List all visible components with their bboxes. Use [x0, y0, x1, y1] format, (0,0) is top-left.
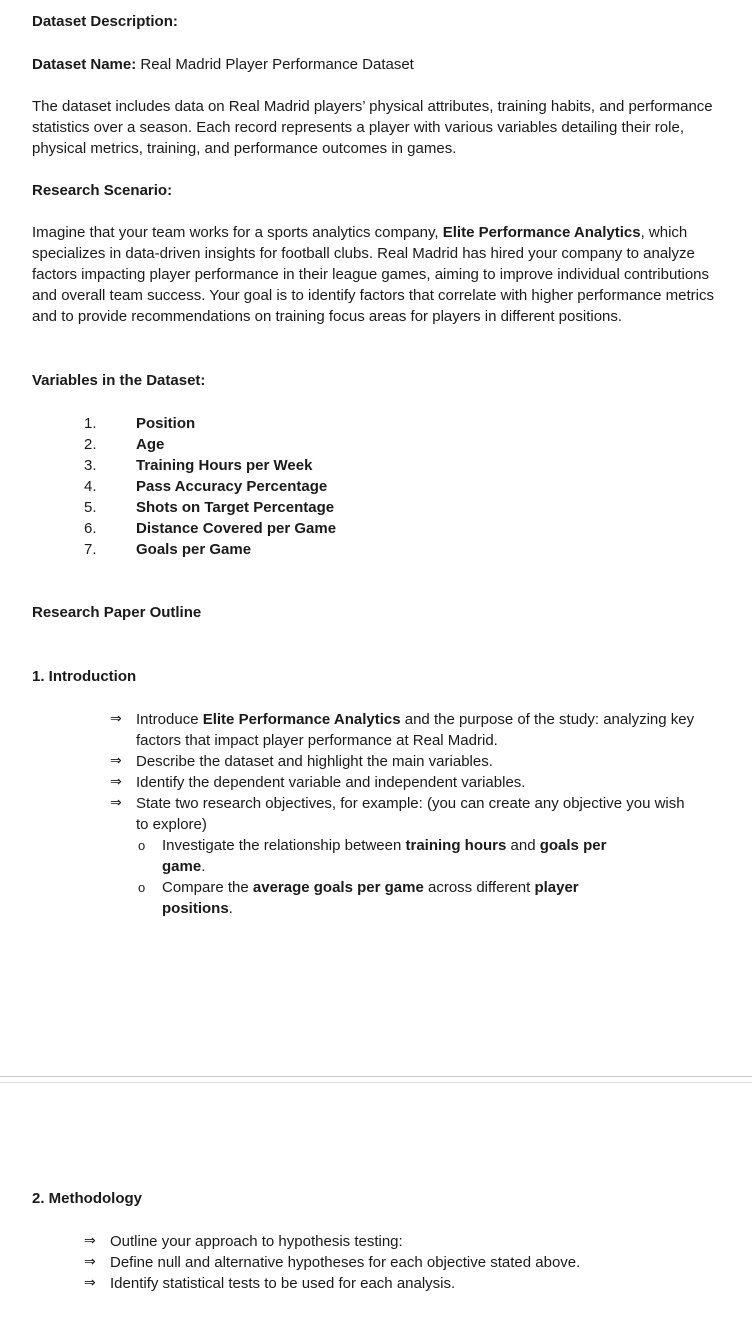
variable-item [84, 518, 336, 539]
variable-number: 4. [84, 478, 97, 495]
variable-number: 7. [84, 541, 97, 558]
scenario-text-1: Imagine that your team works for a sports analytics company, [32, 224, 443, 241]
intro-bullet [110, 751, 700, 772]
variable-label: Position [136, 415, 196, 432]
research-paper-outline-heading: Research Paper Outline [32, 604, 202, 621]
objective-bold-text: training hours [405, 837, 507, 854]
variable-item [84, 413, 336, 434]
method-bullet [84, 1231, 704, 1252]
page-break-divider [0, 1076, 752, 1077]
variable-number: 6. [84, 520, 97, 537]
bullet-text: Identify the dependent variable and independent variables. [136, 774, 526, 791]
bullet-text: Identify statistical tests to be used for each analysis. [110, 1275, 456, 1292]
variable-item [84, 434, 336, 455]
dataset-description-heading: Dataset Description: [32, 13, 178, 30]
variable-item [84, 497, 336, 518]
circle-bullet-icon: o [138, 880, 146, 895]
introduction-bullets [110, 709, 700, 919]
variable-item [84, 476, 336, 497]
variable-item [84, 455, 336, 476]
objective-text: Compare the [162, 879, 253, 896]
circle-bullet-icon: o [138, 838, 146, 853]
double-arrow-icon: ⇒ [110, 774, 122, 790]
double-arrow-icon: ⇒ [110, 753, 122, 769]
variable-label: Pass Accuracy Percentage [136, 478, 328, 495]
double-arrow-icon: ⇒ [84, 1254, 96, 1270]
method-bullet [84, 1252, 704, 1273]
bullet-bold-text: Elite Performance Analytics [202, 711, 401, 728]
variable-label: Shots on Target Percentage [136, 499, 335, 516]
methodology-heading: 2. Methodology [32, 1190, 142, 1207]
objective-item [138, 835, 642, 877]
dataset-name-line [32, 54, 414, 75]
bullet-text: Define null and alternative hypotheses for each objective stated above. [110, 1254, 581, 1271]
dataset-description-paragraph: The dataset includes data on Real Madrid players’ physical attributes, training habits, and performance statistics over a season. Each record represents a player with various variables detailing their role, physical metrics, training, and performance outcomes in games. [32, 98, 713, 157]
dataset-name-value: Real Madrid Player Performance Dataset [136, 56, 414, 73]
intro-bullet [110, 772, 700, 793]
objective-bold-text: average goals per game [252, 879, 424, 896]
intro-bullet [110, 793, 700, 919]
objective-item [138, 877, 642, 919]
variable-number: 2. [84, 436, 97, 453]
bullet-text: Outline your approach to hypothesis testing: [110, 1233, 403, 1250]
methodology-bullets [84, 1231, 704, 1294]
objective-text: . [201, 858, 206, 875]
page-break-divider-shadow [0, 1082, 752, 1083]
double-arrow-icon: ⇒ [84, 1233, 96, 1249]
objective-text: across different [423, 879, 535, 896]
variable-label: Distance Covered per Game [136, 520, 337, 537]
bullet-text: and the purpose of the study: analyzing key factors that impact player performance at Real Madrid. [136, 711, 695, 749]
research-scenario-heading: Research Scenario: [32, 182, 173, 199]
method-bullet [84, 1273, 704, 1294]
dataset-name-label: Dataset Name: [32, 56, 137, 73]
scenario-text-2: , which specializes in data-driven insights for football clubs. Real Madrid has hired your company to analyze factors impacting player performance in their league games, aiming to improve individual contributions and overall team success. Your goal is to identify factors that correlate with higher performance metrics and to provide recommendations on training focus areas for players in different positions. [32, 224, 714, 325]
objective-text: Investigate the relationship between [162, 837, 406, 854]
double-arrow-icon: ⇒ [110, 711, 122, 727]
objective-bold-text: player positions [162, 879, 579, 917]
scenario-company-name: Elite Performance Analytics [442, 224, 641, 241]
objective-sub-list [110, 835, 642, 919]
bullet-text: State two research objectives, for example: (you can create any objective you wish to explore) [136, 795, 685, 833]
variable-number: 1. [84, 415, 97, 432]
double-arrow-icon: ⇒ [110, 795, 122, 811]
intro-bullet [110, 709, 700, 751]
variable-label: Age [136, 436, 165, 453]
variable-item [84, 539, 336, 560]
objective-text: . [228, 900, 233, 917]
double-arrow-icon: ⇒ [84, 1275, 96, 1291]
research-scenario-paragraph [32, 222, 722, 327]
objective-text: and [506, 837, 540, 854]
variables-heading: Variables in the Dataset: [32, 372, 206, 389]
variable-label: Goals per Game [136, 541, 252, 558]
variable-number: 5. [84, 499, 97, 516]
variable-label: Training Hours per Week [136, 457, 313, 474]
variables-list [84, 413, 336, 560]
variable-number: 3. [84, 457, 97, 474]
bullet-text: Introduce [136, 711, 203, 728]
objective-bold-text: goals per game [162, 837, 607, 875]
bullet-text: Describe the dataset and highlight the main variables. [136, 753, 493, 770]
introduction-heading: 1. Introduction [32, 668, 137, 685]
